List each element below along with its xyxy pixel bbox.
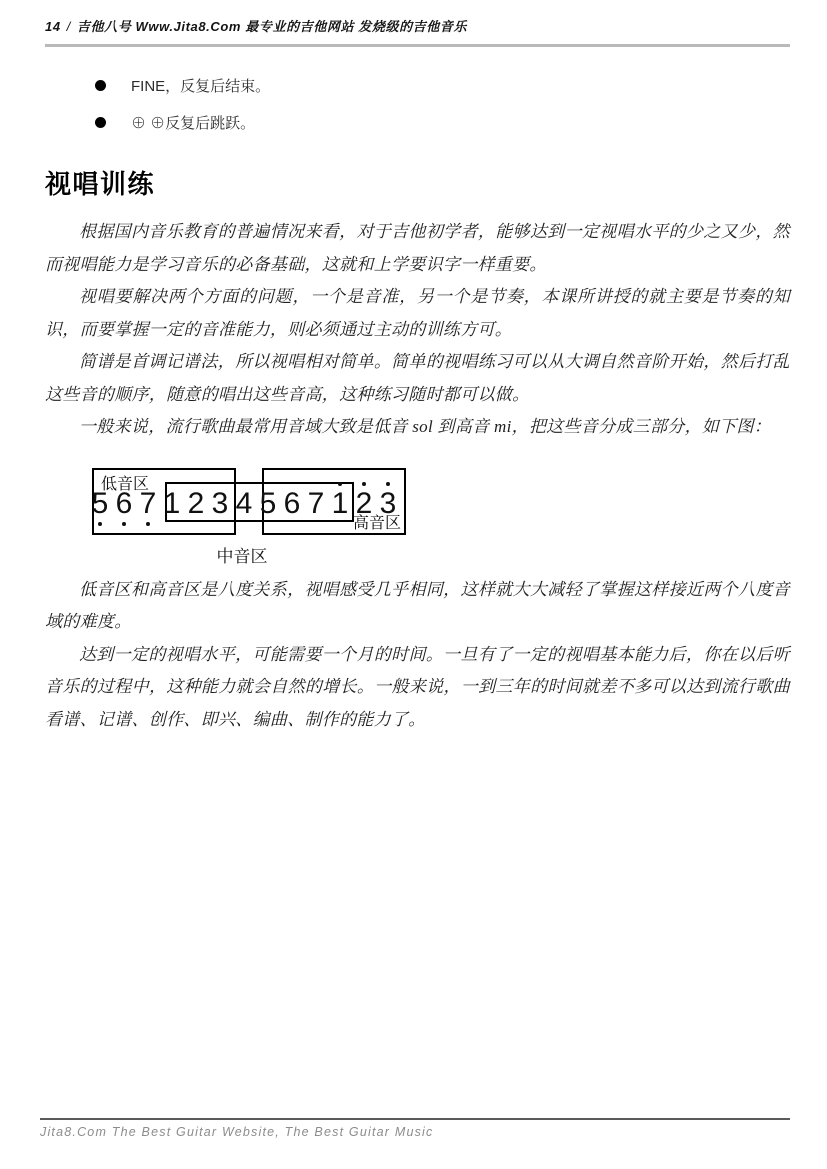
section-title: 视唱训练 (45, 169, 156, 199)
footer-text: Jita8.Com The Best Guitar Website, The Best Guitar Music (40, 1125, 434, 1139)
bullet-text: FINE，反复后结束。 (131, 77, 271, 95)
scale-digit-high-1: 1 (328, 488, 352, 520)
paragraph: 视唱要解决两个方面的问题，一个是音准，另一个是节奏，本课所讲授的就主要是节奏的知识，而要掌握一定的音准能力，则必须通过主动的训练方可。 (45, 287, 790, 339)
paragraph: 根据国内音乐教育的普遍情况来看，对于吉他初学者，能够达到一定视唱水平的少之又少，然而视唱能力是学习音乐的必备基础，这就和上学要识字一样重要。 (45, 222, 790, 274)
scale-digit-4: 4 (235, 486, 253, 520)
octave-dot-above-icon (338, 482, 342, 486)
bullet-icon (95, 80, 106, 91)
scale-digit-low-7: 7 (136, 488, 160, 520)
octave-dot-above-icon (362, 482, 366, 486)
bullet-text: ⊕ ⊕反复后跳跃。 (131, 114, 256, 132)
scale-digit-1: 1 (163, 486, 181, 520)
header-rule (45, 44, 790, 47)
paragraph: 简谱是首调记谱法，所以视唱相对简单。简单的视唱练习可以从大调自然音阶开始，然后打乱这些音的顺序，随意的唱出这些音高，这种练习随时都可以做。 (45, 352, 790, 404)
paragraph: 达到一定的视唱水平，可能需要一个月的时间。一旦有了一定的视唱基本能力后，你在以后听音乐的过程中，这种能力就会自然的增长。一般来说，一到三年的时间就差不多可以达到流行歌曲看谱、记谱、创作、即兴、编曲、制作的能力了。 (45, 644, 790, 729)
body-text (45, 216, 790, 736)
list-item (95, 110, 790, 134)
scale-digit-7: 7 (307, 486, 325, 520)
scale-digit-high-3: 3 (376, 488, 400, 520)
scale-digit-low-5: 5 (88, 488, 112, 520)
bullet-icon (95, 117, 106, 128)
scale-digit-5: 5 (259, 486, 277, 520)
paragraph: 低音区和高音区是八度关系，视唱感受几乎相同，这样就大大减轻了掌握这样接近两个八度音域的难度。 (45, 579, 790, 631)
octave-dot-below-icon (98, 522, 102, 526)
scale-digit-6: 6 (283, 486, 301, 520)
scale-digit-3: 3 (211, 486, 229, 520)
pitch-range-diagram (92, 464, 512, 568)
high-range-label: 高音区 (352, 514, 401, 532)
octave-dot-above-icon (386, 482, 390, 486)
low-range-label: 低音区 (101, 475, 150, 493)
mid-range-label: 中音区 (216, 546, 268, 566)
page-number: 14 (45, 19, 61, 34)
page-footer (40, 1118, 790, 1139)
header-title: 吉他八号 Www.Jita8.Com 最专业的吉他网站 发烧级的吉他音乐 (76, 19, 468, 34)
scale-digit-low-6: 6 (112, 488, 136, 520)
octave-dot-below-icon (146, 522, 150, 526)
scale-digit-high-2: 2 (352, 488, 376, 520)
footer-rule (40, 1118, 790, 1120)
bullet-list (95, 73, 790, 134)
octave-dot-below-icon (122, 522, 126, 526)
paragraph: 一般来说，流行歌曲最常用音域大致是低音 sol 到高音 mi，把这些音分成三部分，如下图： (79, 417, 772, 436)
scale-digit-2: 2 (187, 486, 205, 520)
scale-digits-row (88, 488, 400, 520)
page-header (45, 0, 790, 47)
running-header (45, 0, 790, 35)
header-separator: / (66, 19, 71, 34)
list-item (95, 73, 790, 97)
